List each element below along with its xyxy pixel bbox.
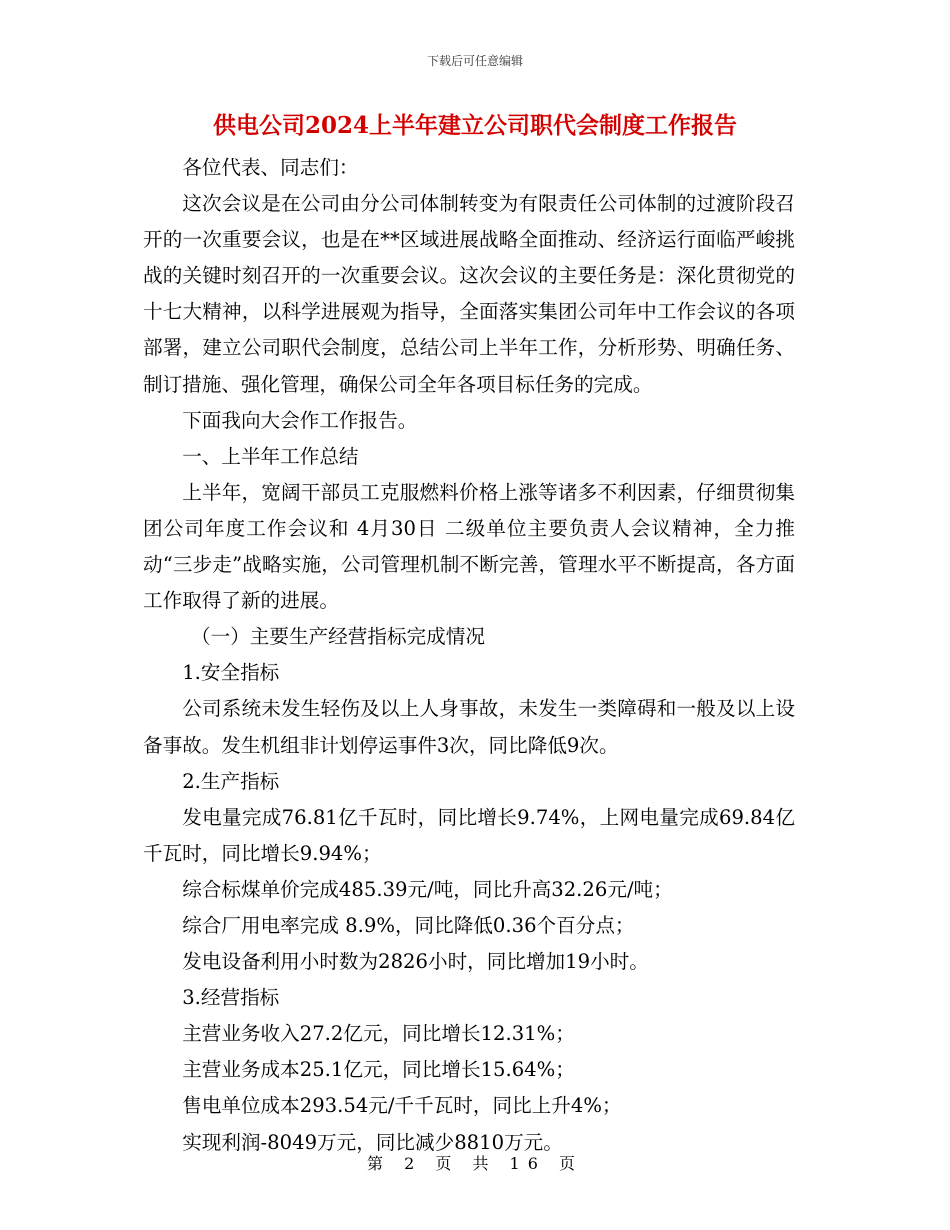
item-heading-safety: 1.安全指标 — [182, 661, 280, 685]
page-footer: 第 2 页 共 16 页 — [367, 1154, 583, 1173]
safety-paragraph: 公司系统未发生轻伤及以上人身事故，未发生一类障碍和一般及以上设备事故。发生机组非计划停运事件3次，同比降低9次。 — [143, 697, 795, 757]
production-generation: 发电量完成76.81亿千瓦时，同比增长9.74%，上网电量完成69.84亿千瓦时，同比增长9.94%； — [143, 805, 795, 865]
document-body — [143, 150, 795, 1161]
production-coal-price: 综合标煤单价完成485.39元/吨，同比升高32.26元/吨； — [182, 877, 673, 901]
operations-unit-cost: 售电单位成本293.54元/千千瓦时，同比上升4%； — [182, 1094, 622, 1118]
operations-profit: 实现利润-8049万元，同比减少8810万元。 — [182, 1130, 563, 1154]
operations-cost: 主营业务成本25.1亿元，同比增长15.64%； — [182, 1058, 575, 1082]
summary-paragraph: 上半年，宽阔干部员工克服燃料价格上涨等诸多不利因素，仔细贯彻集团公司年度工作会议和 4月30日 二级单位主要负责人会议精神，全力推动“三步走”战略实施，公司管理机制不断完善，管理水平不断提高，各方面工作取得了新的进展。 — [143, 480, 795, 613]
item-heading-production: 2.生产指标 — [182, 769, 280, 793]
header-note: 下载后可任意编辑 — [426, 54, 523, 68]
section-heading-1: 一、上半年工作总结 — [182, 444, 359, 468]
production-plant-power-rate: 综合厂用电率完成 8.9%，同比降低0.36个百分点； — [182, 913, 635, 937]
intro-paragraph: 这次会议是在公司由分公司体制转变为有限责任公司体制的过渡阶段召开的一次重要会议，也是在**区域进展战略全面推动、经济运行面临严峻挑战的关键时刻召开的一次重要会议。这次会议的主要任务是：深化贯彻党的十七大精神，以科学进展观为指导，全面落实集团公司年中工作会议的各项部署，建立公司职代会制度，总结公司上半年工作，分析形势、明确任务、制订措施、强化管理，确保公司全年各项目标任务的完成。 — [143, 192, 795, 396]
document-title: 供电公司2024上半年建立公司职代会制度工作报告 — [212, 112, 737, 139]
salutation: 各位代表、同志们： — [182, 156, 359, 179]
item-heading-operations: 3.经营指标 — [182, 986, 280, 1010]
subsection-heading-1: （一）主要生产经营指标完成情况 — [191, 625, 485, 649]
report-intro: 下面我向大会作工作报告。 — [182, 408, 418, 432]
production-utilization-hours: 发电设备利用小时数为2826小时，同比增加19小时。 — [182, 950, 649, 974]
operations-revenue: 主营业务收入27.2亿元，同比增长12.31%； — [182, 1022, 575, 1046]
